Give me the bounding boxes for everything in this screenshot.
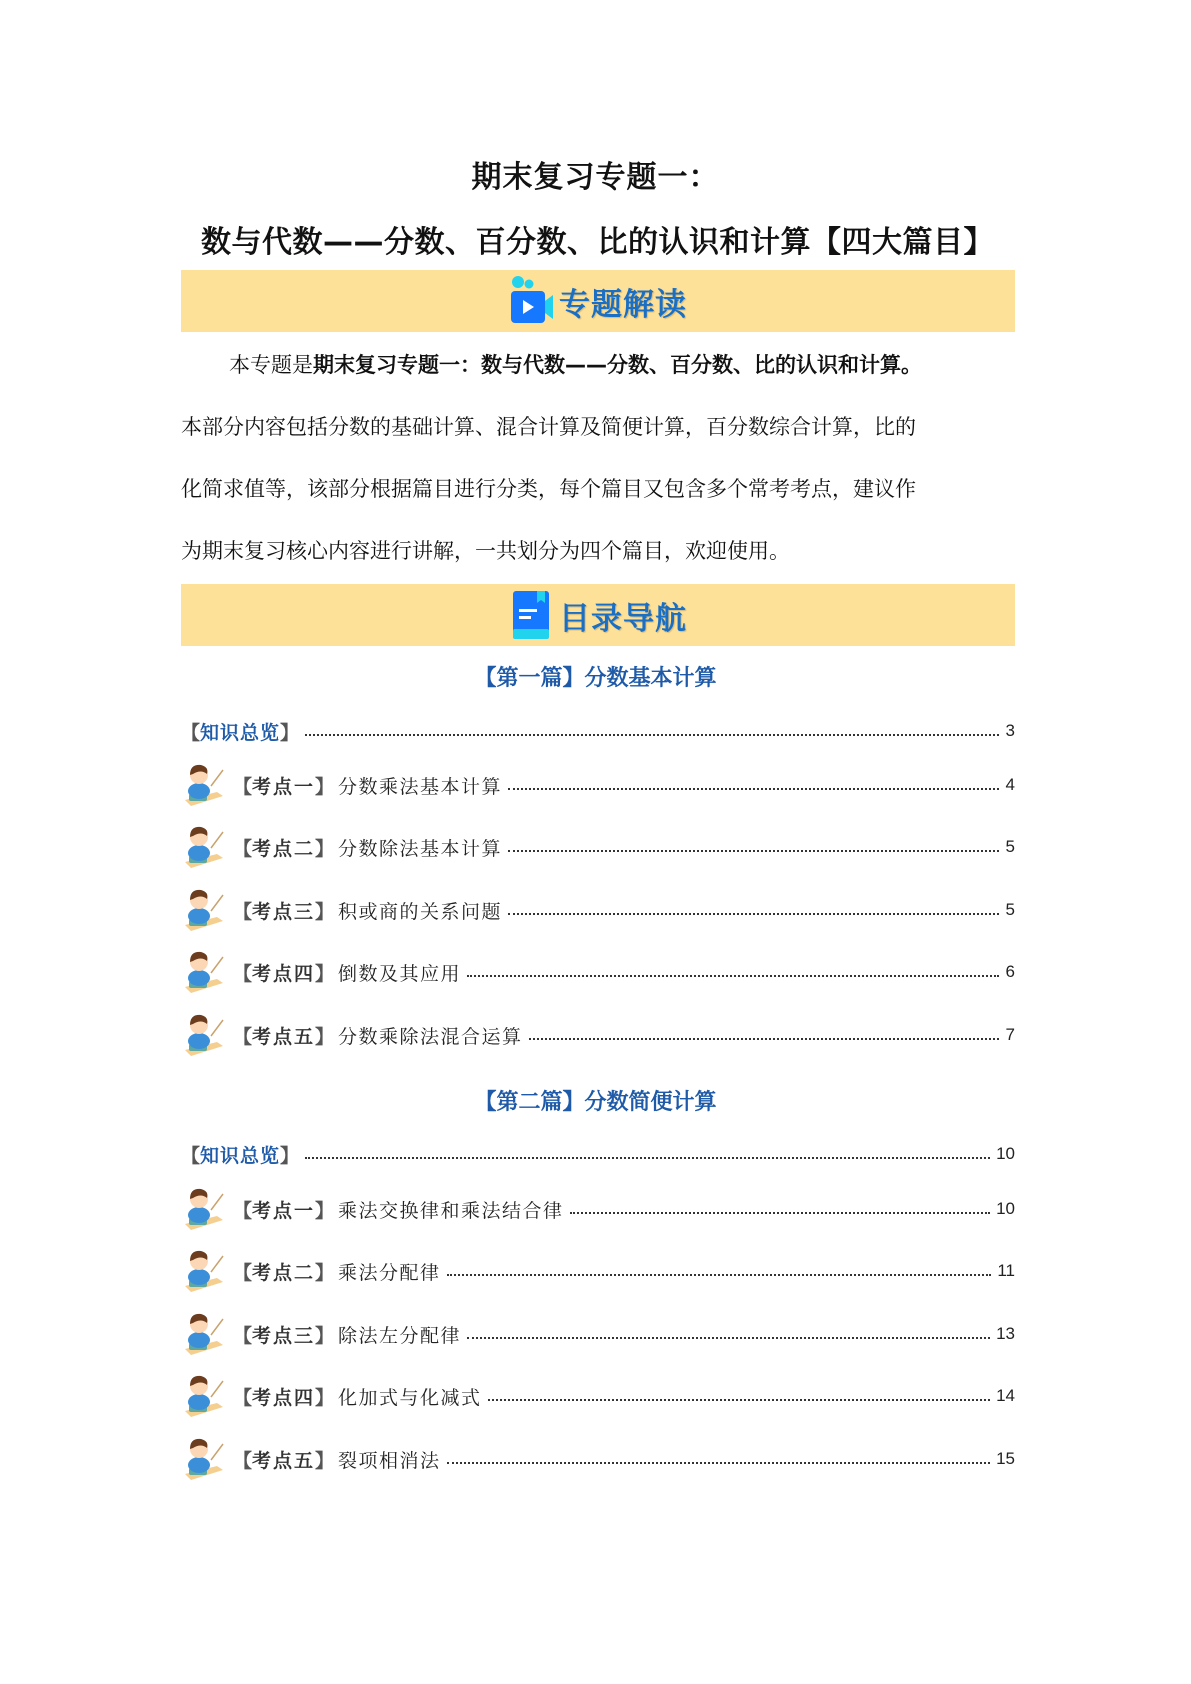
bracket-close: 】: [315, 1449, 335, 1472]
toc-banner: [181, 584, 1015, 646]
dot-leader: [508, 850, 999, 852]
exam-point-tag: 考点二: [252, 837, 316, 860]
exam-point-tag: 考点三: [252, 900, 316, 923]
bracket-close: 】: [315, 962, 335, 985]
page-number: 10: [996, 1144, 1015, 1163]
teacher-avatar-icon: [181, 887, 227, 933]
bracket-open: 【: [233, 1261, 253, 1284]
bracket-open: 【: [233, 962, 253, 985]
page-number: 10: [996, 1199, 1015, 1218]
dot-leader: [447, 1274, 992, 1276]
intro-bold-title: 期末复习专题一：数与代数——分数、百分数、比的认识和计算。: [313, 353, 922, 377]
teacher-avatar-icon: [181, 949, 227, 995]
bracket-close: 】: [315, 1199, 335, 1222]
intro-line-4: 为期末复习核心内容进行讲解，一共划分为四个篇目，欢迎使用。: [181, 539, 790, 563]
dot-leader: [467, 1337, 990, 1339]
bracket-open: 【: [233, 1025, 253, 1048]
bracket-close: 】: [315, 1261, 335, 1284]
toc-overview-1[interactable]: [181, 711, 1015, 751]
toc-item[interactable]: [181, 1015, 1015, 1055]
page-number: 5: [1005, 837, 1015, 856]
bracket-open: 【: [233, 837, 253, 860]
book-icon: [509, 589, 555, 641]
toc-item[interactable]: [181, 1189, 1015, 1229]
exam-point-title: 化加式与化减式: [338, 1386, 482, 1409]
bracket-close: 】: [280, 721, 300, 744]
overview-label: 知识总览: [200, 1144, 281, 1167]
bracket-close: 】: [315, 1386, 335, 1409]
dot-leader: [529, 1038, 999, 1040]
exam-point-title: 分数乘除法混合运算: [338, 1025, 523, 1048]
bracket-open: 【: [233, 1449, 253, 1472]
toc-item[interactable]: [181, 765, 1015, 805]
toc-overview-2[interactable]: [181, 1134, 1015, 1174]
dot-leader: [570, 1212, 991, 1214]
toc-item[interactable]: [181, 1439, 1015, 1479]
toc-item[interactable]: [181, 1314, 1015, 1354]
bracket-open: 【: [233, 775, 253, 798]
bracket-close: 】: [315, 1025, 335, 1048]
teacher-avatar-icon: [181, 1012, 227, 1058]
dot-leader: [447, 1462, 991, 1464]
toc-item[interactable]: [181, 827, 1015, 867]
exam-point-title: 乘法交换律和乘法结合律: [338, 1199, 564, 1222]
exam-point-tag: 考点四: [252, 1386, 316, 1409]
teacher-avatar-icon: [181, 1186, 227, 1232]
interpretation-banner-label: 专题解读: [559, 286, 687, 323]
dot-leader: [305, 1157, 990, 1159]
exam-point-title: 乘法分配律: [338, 1261, 441, 1284]
exam-point-title: 分数乘法基本计算: [338, 775, 503, 798]
overview-label: 知识总览: [200, 721, 281, 744]
exam-point-title: 倒数及其应用: [338, 962, 462, 985]
bracket-open: 【: [181, 1144, 201, 1167]
exam-point-title: 分数除法基本计算: [338, 837, 503, 860]
dot-leader: [508, 913, 999, 915]
toc-item[interactable]: [181, 890, 1015, 930]
exam-point-title: 裂项相消法: [338, 1449, 441, 1472]
dot-leader: [488, 1399, 991, 1401]
page-number: 4: [1005, 775, 1015, 794]
bracket-close: 】: [280, 1144, 300, 1167]
document-subtitle: 数与代数——分数、百分数、比的认识和计算【四大篇目】: [201, 225, 994, 260]
exam-point-tag: 考点五: [252, 1025, 316, 1048]
toc-banner-label: 目录导航: [559, 600, 687, 637]
exam-point-tag: 考点五: [252, 1449, 316, 1472]
bracket-close: 】: [315, 1324, 335, 1347]
bracket-close: 】: [315, 900, 335, 923]
intro-line-2: 本部分内容包括分数的基础计算、混合计算及简便计算，百分数综合计算，比的: [181, 415, 916, 439]
teacher-avatar-icon: [181, 824, 227, 870]
dot-leader: [508, 788, 999, 790]
document-title: 期末复习专题一：: [471, 160, 720, 195]
toc-item[interactable]: [181, 952, 1015, 992]
exam-point-tag: 考点一: [252, 775, 316, 798]
bracket-open: 【: [233, 1324, 253, 1347]
teacher-avatar-icon: [181, 1436, 227, 1482]
toc-item[interactable]: [181, 1376, 1015, 1416]
exam-point-title: 积或商的关系问题: [338, 900, 503, 923]
toc-item[interactable]: [181, 1251, 1015, 1291]
bracket-open: 【: [233, 1386, 253, 1409]
page-number: 7: [1005, 1025, 1015, 1044]
section-title-2: 【第二篇】分数简便计算: [474, 1090, 717, 1115]
teacher-avatar-icon: [181, 1248, 227, 1294]
bracket-open: 【: [233, 1199, 253, 1222]
exam-point-tag: 考点三: [252, 1324, 316, 1347]
page-number: 15: [996, 1449, 1015, 1468]
page-number: 14: [996, 1386, 1015, 1405]
exam-point-title: 除法左分配律: [338, 1324, 462, 1347]
teacher-avatar-icon: [181, 1373, 227, 1419]
page-number: 11: [997, 1261, 1015, 1280]
page-number: 6: [1005, 962, 1015, 981]
intro-paragraph: [181, 334, 1015, 582]
bracket-open: 【: [181, 721, 201, 744]
exam-point-tag: 考点二: [252, 1261, 316, 1284]
dot-leader: [305, 734, 999, 736]
dot-leader: [467, 975, 999, 977]
bracket-close: 】: [315, 837, 335, 860]
intro-line-3: 化简求值等，该部分根据篇目进行分类，每个篇目又包含多个常考考点，建议作: [181, 477, 916, 501]
video-camera-icon: [509, 275, 555, 327]
teacher-avatar-icon: [181, 762, 227, 808]
bracket-close: 】: [315, 775, 335, 798]
page-number: 5: [1005, 900, 1015, 919]
bracket-open: 【: [233, 900, 253, 923]
page-number: 13: [996, 1324, 1015, 1343]
interpretation-banner: [181, 270, 1015, 332]
exam-point-tag: 考点四: [252, 962, 316, 985]
intro-prefix: 本专题是: [229, 353, 313, 377]
exam-point-tag: 考点一: [252, 1199, 316, 1222]
section-title-1: 【第一篇】分数基本计算: [474, 666, 717, 691]
teacher-avatar-icon: [181, 1311, 227, 1357]
page-number: 3: [1005, 721, 1015, 740]
